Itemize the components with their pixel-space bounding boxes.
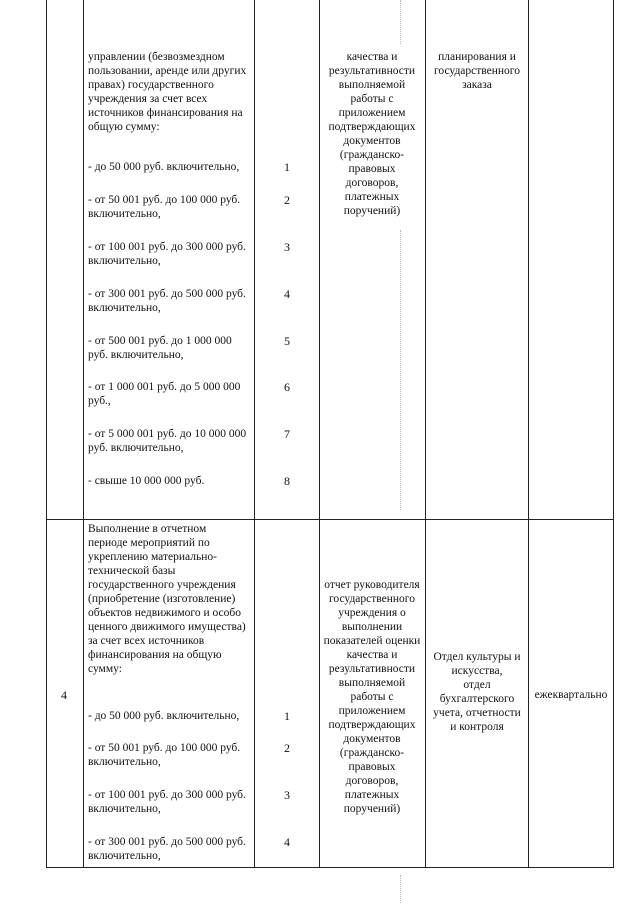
points-value: 5 bbox=[284, 334, 290, 348]
table-border-left bbox=[46, 0, 47, 868]
range-option: - до 50 000 руб. включительно, bbox=[88, 710, 240, 722]
range-option: - от 50 001 руб. до 100 000 руб. включительно, bbox=[88, 742, 241, 768]
range-option: - от 500 001 руб. до 1 000 000 руб. включительно, bbox=[88, 335, 232, 361]
points-value: 2 bbox=[284, 193, 290, 207]
reporting-frequency: ежеквартально bbox=[534, 689, 608, 701]
column-divider bbox=[528, 0, 529, 868]
scan-artifact bbox=[400, 875, 402, 903]
criterion-text: управлении (безвозмездном пользовании, аренде или других правах) государственного учреждения за счет всех источников финансирования на общую сумму: bbox=[88, 51, 247, 133]
report-document-text: качества и результативности выполняемой работы с приложением подтверждающих документов (гражданско- правовых договоров, платежных поручений) bbox=[328, 51, 416, 217]
points-value: 7 bbox=[284, 427, 290, 441]
points-value: 4 bbox=[284, 287, 290, 301]
scan-artifact bbox=[400, 0, 402, 44]
range-option: - свыше 10 000 000 руб. bbox=[88, 475, 205, 487]
range-option: - от 100 001 руб. до 300 000 руб. включительно, bbox=[88, 241, 246, 267]
range-option: - до 50 000 руб. включительно, bbox=[88, 161, 240, 173]
row-divider bbox=[46, 519, 614, 520]
range-option: - от 50 001 руб. до 100 000 руб. включительно, bbox=[88, 194, 241, 220]
responsible-department: Отдел культуры и искусства, отдел бухгалтерского учета, отчетности и контроля bbox=[433, 651, 521, 733]
range-option: - от 1 000 001 руб. до 5 000 000 руб., bbox=[88, 381, 241, 407]
column-divider bbox=[425, 0, 426, 868]
points-value: 3 bbox=[284, 240, 290, 254]
points-value: 1 bbox=[284, 709, 290, 723]
points-value: 4 bbox=[284, 835, 290, 849]
table-border-bottom bbox=[46, 867, 614, 868]
points-value: 2 bbox=[284, 741, 290, 755]
table-border-right bbox=[613, 0, 614, 868]
points-value: 3 bbox=[284, 788, 290, 802]
row-number: 4 bbox=[61, 688, 67, 702]
points-value: 6 bbox=[284, 380, 290, 394]
criterion-text: Выполнение в отчетном периоде мероприятий по укреплению материально- технической базы государственного учреждения (приобретение (изготовление) объектов недвижимого и особо ценного движимого имущества) за счет всех источников финансирования на общую сумму: bbox=[88, 523, 246, 675]
range-option: - от 5 000 001 руб. до 10 000 000 руб. включительно, bbox=[88, 428, 247, 454]
range-option: - от 300 001 руб. до 500 000 руб. включительно, bbox=[88, 836, 246, 862]
report-document-text: отчет руководителя государственного учреждения о выполнении показателей оценки качества и результативности выполняемой работы с приложением подтверждающих документов (гражданско- правовых договоров, платежных поручений) bbox=[323, 579, 421, 815]
range-option: - от 300 001 руб. до 500 000 руб. включительно, bbox=[88, 288, 246, 314]
scan-artifact bbox=[400, 230, 402, 510]
responsible-department: планирования и государственного заказа bbox=[434, 51, 520, 91]
range-option: - от 100 001 руб. до 300 000 руб. включительно, bbox=[88, 789, 246, 815]
points-value: 8 bbox=[284, 474, 290, 488]
column-divider bbox=[254, 0, 255, 868]
column-divider bbox=[83, 0, 84, 868]
points-value: 1 bbox=[284, 160, 290, 174]
